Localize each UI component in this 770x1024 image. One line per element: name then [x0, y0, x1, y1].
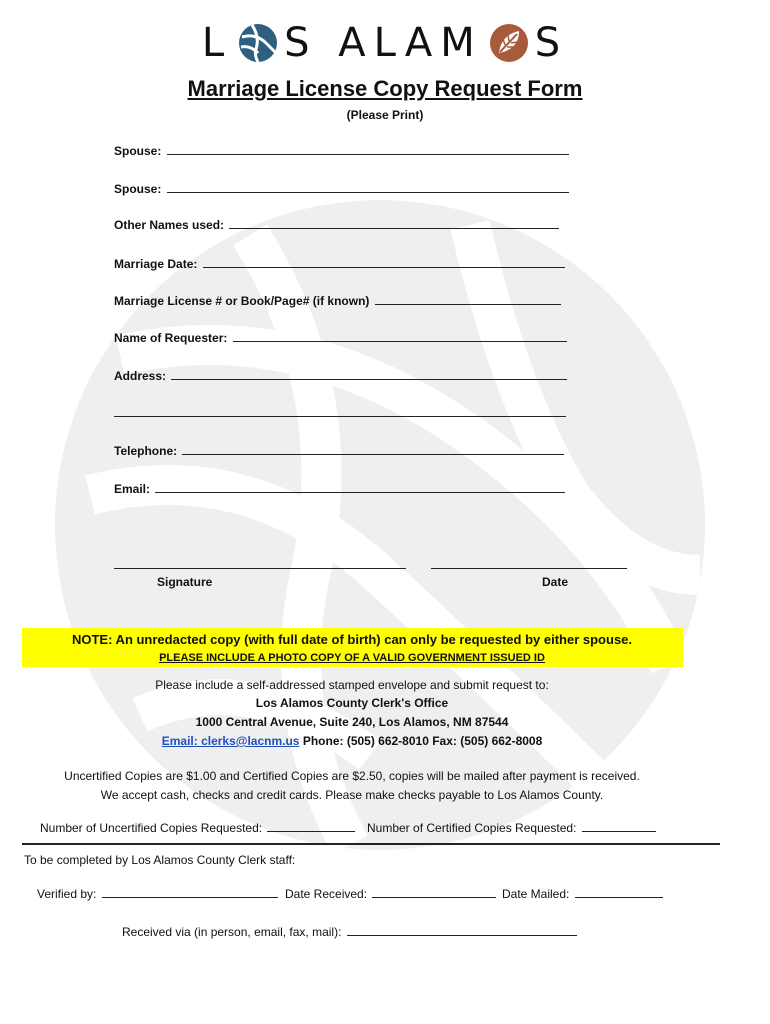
globe-logo-icon: [238, 23, 278, 63]
date-mailed-input-line[interactable]: [575, 885, 663, 898]
license-number-input-line[interactable]: [375, 292, 561, 305]
email-link[interactable]: Email: clerks@lacnm.us: [161, 734, 300, 748]
office-address: 1000 Central Avenue, Suite 240, Los Alamos, NM 87544: [195, 715, 509, 729]
note-text: NOTE: An unredacted copy (with full date of birth) can only be requested by either spouse.: [71, 632, 633, 647]
uncertified-copies-label: Number of Uncertified Copies Requested:: [40, 821, 263, 835]
received-via-input-line[interactable]: [347, 923, 577, 936]
id-requirement-text: PLEASE INCLUDE A PHOTO COPY OF A VALID GOVERNMENT ISSUED ID: [159, 652, 545, 664]
spouse-2-field[interactable]: [114, 180, 569, 196]
address-input-line[interactable]: [171, 367, 567, 380]
leaf-logo-icon: [489, 23, 529, 63]
other-names-input-line[interactable]: [229, 216, 559, 229]
requester-name-field[interactable]: [114, 329, 567, 345]
date-mailed-field[interactable]: [502, 885, 663, 901]
received-via-label: Received via (in person, email, fax, mail):: [122, 925, 342, 939]
address-second-input-line[interactable]: [114, 404, 566, 417]
signature-input-line[interactable]: [114, 558, 406, 569]
logo-text-part: S ALAM: [284, 20, 483, 66]
email-field[interactable]: [114, 480, 565, 496]
marriage-date-input-line[interactable]: [203, 255, 565, 268]
submit-instruction: Please include a self-addressed stamped envelope and submit request to:: [155, 678, 549, 692]
verified-by-label: Verified by:: [37, 887, 97, 901]
certified-copies-field[interactable]: [367, 819, 656, 835]
contact-line: [0, 734, 704, 748]
marriage-date-label: Marriage Date:: [114, 257, 198, 271]
uncertified-copies-input-line[interactable]: [267, 819, 355, 832]
date-received-input-line[interactable]: [372, 885, 496, 898]
other-names-field[interactable]: [114, 216, 559, 232]
requester-name-input-line[interactable]: [233, 329, 567, 342]
requester-name-label: Name of Requester:: [114, 331, 228, 345]
telephone-field[interactable]: [114, 442, 564, 458]
spouse-2-label: Spouse:: [114, 182, 162, 196]
spouse-1-input-line[interactable]: [167, 142, 569, 155]
date-mailed-label: Date Mailed:: [502, 887, 570, 901]
license-number-field[interactable]: [114, 292, 561, 308]
county-logo: [0, 18, 770, 68]
date-received-field[interactable]: [285, 885, 496, 901]
payment-text: We accept cash, checks and credit cards. Please make checks payable to Los Alamos County.: [100, 788, 604, 802]
spouse-1-field[interactable]: [114, 142, 569, 158]
logo-text-part: L: [201, 20, 233, 66]
verified-by-input-line[interactable]: [102, 885, 278, 898]
marriage-date-field[interactable]: [114, 255, 565, 271]
office-name: Los Alamos County Clerk's Office: [255, 696, 449, 710]
verified-by-field[interactable]: [37, 885, 278, 901]
date-input-line[interactable]: [431, 558, 627, 569]
spouse-2-input-line[interactable]: [167, 180, 569, 193]
signature-label: Signature: [157, 575, 213, 589]
telephone-input-line[interactable]: [182, 442, 564, 455]
email-label: Email:: [114, 482, 151, 496]
phone-fax-text: Phone: (505) 662-8010 Fax: (505) 662-8008: [299, 734, 543, 748]
fees-text: Uncertified Copies are $1.00 and Certified Copies are $2.50, copies will be mailed after payment is received.: [64, 769, 640, 783]
address-field[interactable]: [114, 367, 567, 383]
spouse-1-label: Spouse:: [114, 144, 162, 158]
certified-copies-label: Number of Certified Copies Requested:: [367, 821, 577, 835]
license-number-label: Marriage License # or Book/Page# (if known): [114, 294, 370, 308]
page-subtitle: (Please Print): [346, 108, 424, 122]
received-via-field[interactable]: [122, 923, 577, 939]
date-received-label: Date Received:: [285, 887, 368, 901]
other-names-label: Other Names used:: [114, 218, 225, 232]
date-label: Date: [542, 575, 569, 589]
section-divider: [22, 843, 720, 845]
address-label: Address:: [114, 369, 167, 383]
staff-section-heading: To be completed by Los Alamos County Clerk staff:: [24, 853, 296, 867]
page-title: Marriage License Copy Request Form: [187, 76, 583, 101]
logo-text-part: S: [534, 20, 569, 66]
uncertified-copies-field[interactable]: [40, 819, 355, 835]
certified-copies-input-line[interactable]: [582, 819, 656, 832]
telephone-label: Telephone:: [114, 444, 178, 458]
email-input-line[interactable]: [155, 480, 565, 493]
